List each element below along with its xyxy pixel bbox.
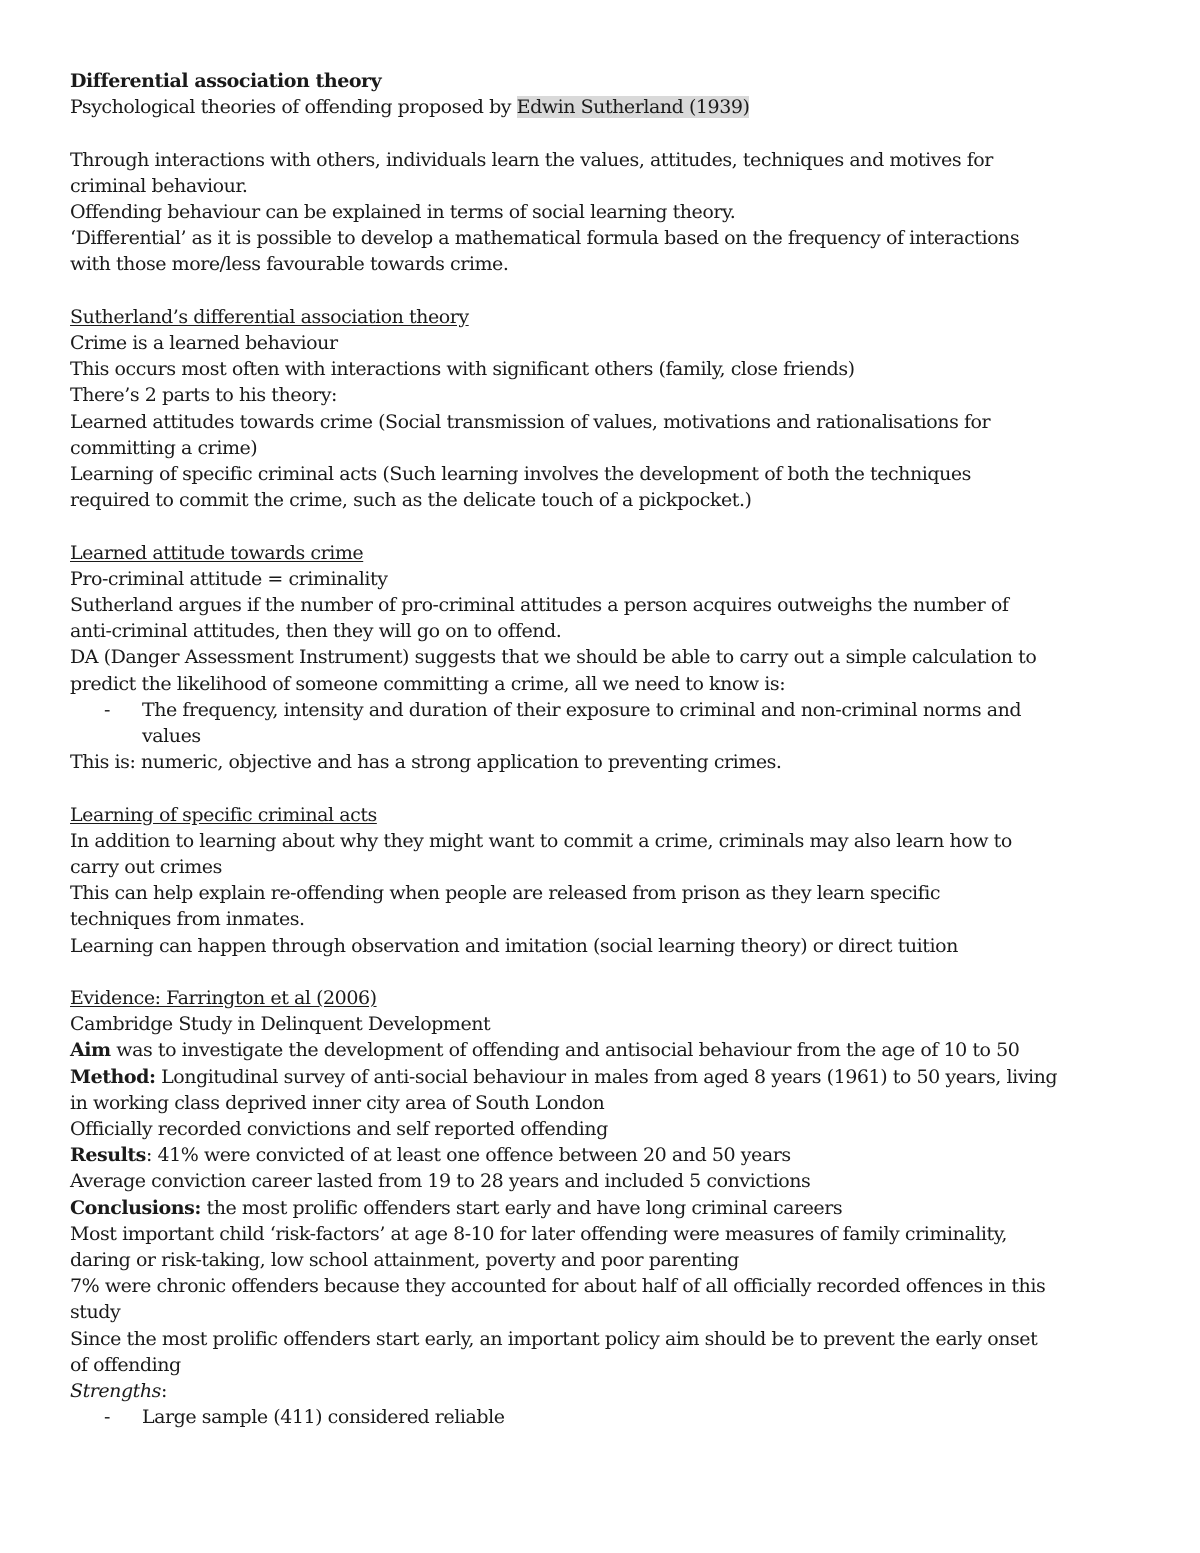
paragraph-line: Learning of specific criminal acts (Such learning involves the development of both the techniques — [70, 463, 971, 486]
bullet-dash: - — [104, 698, 110, 721]
strengths-colon: : — [160, 1380, 167, 1403]
intro-line — [70, 94, 1140, 120]
paragraph-line: of offending — [70, 1353, 181, 1376]
section-heading-learned-attitude: Learned attitude towards crime — [70, 541, 364, 564]
spacer — [70, 775, 1140, 801]
spacer — [70, 513, 1140, 539]
paragraph-line: DA (Danger Assessment Instrument) suggests that we should be able to carry out a simple calculation to — [70, 646, 1037, 669]
paragraph-line: ‘Differential’ as it is possible to develop a mathematical formula based on the frequency of interactions — [70, 227, 1020, 250]
paragraph-line: Officially recorded convictions and self reported offending — [70, 1118, 608, 1141]
method-label: Method: — [70, 1065, 156, 1088]
section-heading-specific-acts: Learning of specific criminal acts — [70, 803, 377, 826]
paragraph-line: study — [70, 1301, 121, 1324]
paragraph-line: techniques from inmates. — [70, 908, 305, 931]
results-text: : 41% were convicted of at least one offence between 20 and 50 years — [145, 1144, 791, 1167]
paragraph-line: criminal behaviour. — [70, 174, 248, 197]
paragraph-line: Pro-criminal attitude = criminality — [70, 567, 388, 590]
aim-label: Aim — [70, 1039, 111, 1062]
bullet-line: values — [142, 725, 201, 748]
paragraph-line: This is: numeric, objective and has a strong application to preventing crimes. — [70, 751, 782, 774]
author-highlight: Edwin Sutherland (1939) — [516, 96, 750, 119]
paragraph-line: Average conviction career lasted from 19 to 28 years and included 5 convictions — [70, 1170, 811, 1193]
paragraph-line: Offending behaviour can be explained in terms of social learning theory. — [70, 201, 736, 223]
bullet-line: The frequency, intensity and duration of their exposure to criminal and non-criminal norms and — [142, 698, 1022, 721]
aim-line — [70, 1037, 1140, 1063]
bullet-text — [142, 697, 1140, 749]
strengths-line — [70, 1378, 1140, 1404]
list-item — [70, 1404, 1140, 1430]
paragraph-line: 7% were chronic offenders because they accounted for about half of all officially recorded offences in this — [70, 1275, 1046, 1298]
paragraph-line: with those more/less favourable towards crime. — [70, 253, 509, 276]
bullet-text: Large sample (411) considered reliable — [142, 1406, 505, 1429]
conclusions-line — [70, 1195, 1140, 1221]
paragraph-line: required to commit the crime, such as the delicate touch of a pickpocket.) — [70, 489, 752, 512]
strengths-label: Strengths — [70, 1380, 161, 1403]
document-title: Differential association theory — [70, 70, 382, 92]
aim-text: was to investigate the development of offending and antisocial behaviour from the age of 10 to 50 — [110, 1039, 1020, 1062]
paragraph-line: Learning can happen through observation and imitation (social learning theory) or direct tuition — [70, 934, 958, 957]
intro-prefix: Psychological theories of offending proposed by — [70, 96, 517, 119]
paragraph-line: carry out crimes — [70, 856, 222, 879]
paragraph-line: Through interactions with others, individuals learn the values, attitudes, techniques and motives for — [70, 148, 993, 171]
conclusions-label: Conclusions: — [70, 1196, 201, 1219]
bullet-dash: - — [104, 1406, 110, 1429]
paragraph-line: Sutherland argues if the number of pro-criminal attitudes a person acquires outweighs the number of — [70, 594, 1009, 617]
paragraph-line: Most important child ‘risk-factors’ at age 8-10 for later offending were measures of family criminality, — [70, 1222, 1007, 1245]
method-line — [70, 1064, 1140, 1090]
conclusions-text: the most prolific offenders start early and have long criminal careers — [200, 1196, 843, 1219]
paragraph-line: Cambridge Study in Delinquent Development — [70, 1013, 491, 1036]
paragraph-line: This occurs most often with interactions with significant others (family, close friends) — [70, 358, 855, 381]
section-heading-sutherland: Sutherland’s differential association theory — [70, 305, 469, 328]
paragraph-line: anti-criminal attitudes, then they will go on to offend. — [70, 620, 562, 643]
paragraph-line: This can help explain re-offending when people are released from prison as they learn specific — [70, 882, 941, 905]
spacer — [70, 120, 1140, 146]
spacer — [70, 278, 1140, 304]
section-heading-evidence: Evidence: Farrington et al (2006) — [70, 987, 377, 1010]
paragraph-line: There’s 2 parts to his theory: — [70, 384, 337, 407]
paragraph-line: predict the likelihood of someone committing a crime, all we need to know is: — [70, 672, 786, 695]
list-item — [70, 697, 1140, 749]
paragraph-line: In addition to learning about why they might want to commit a crime, criminals may also learn how to — [70, 829, 1012, 852]
method-text: Longitudinal survey of anti-social behaviour in males from aged 8 years (1961) to 50 years, living — [155, 1065, 1058, 1088]
results-line — [70, 1142, 1140, 1168]
paragraph-line: in working class deprived inner city area of South London — [70, 1091, 605, 1114]
paragraph-line: Since the most prolific offenders start early, an important policy aim should be to prevent the early onset — [70, 1327, 1038, 1350]
paragraph-line: Learned attitudes towards crime (Social transmission of values, motivations and rationalisations for — [70, 410, 991, 433]
paragraph-line: daring or risk-taking, low school attainment, poverty and poor parenting — [70, 1249, 739, 1272]
spacer — [70, 959, 1140, 985]
paragraph-line: committing a crime) — [70, 436, 258, 459]
results-label: Results — [70, 1144, 146, 1167]
paragraph-line: Crime is a learned behaviour — [70, 332, 338, 354]
